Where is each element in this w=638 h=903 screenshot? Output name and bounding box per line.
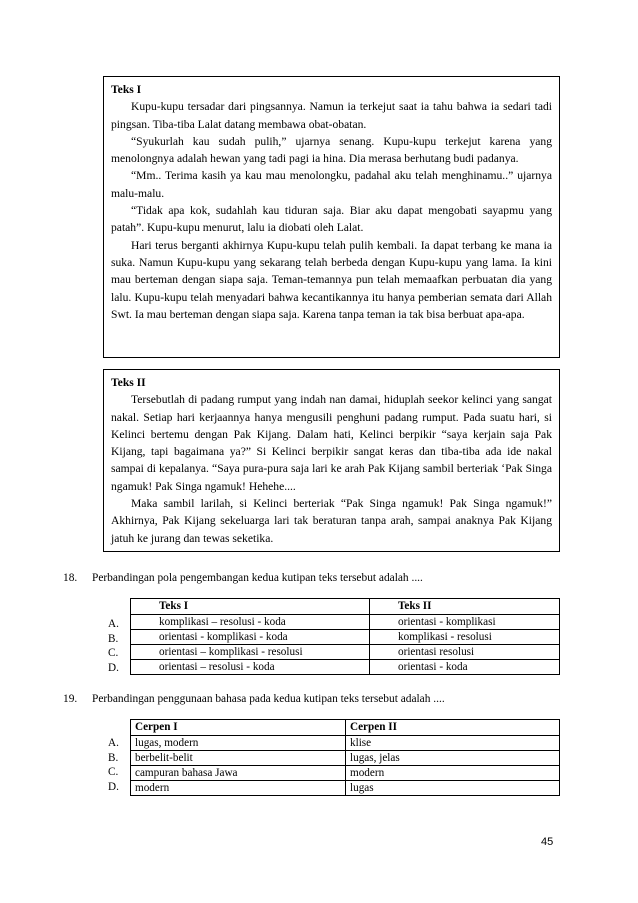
table-row [131,615,560,630]
option-letter: C. [108,766,119,778]
option-letter: B. [108,751,119,764]
teks-1-paragraph: “Syukurlah kau sudah pulih,” ujarnya senang. Kupu-kupu terkejut karena yang menolongnya adalah hewan yang tadi pagi ia hina. Dia merasa berhutang budi padanya. [111,134,552,166]
table-cell: orientasi resolusi [370,645,560,660]
table-row [131,736,560,751]
option-letters-19 [108,736,119,794]
answer-table-18 [130,598,560,675]
column-header: Cerpen II [346,720,560,736]
table-cell: klise [346,736,560,751]
column-header: Cerpen I [131,720,346,736]
answer-table-19 [130,719,560,796]
table-row [131,781,560,796]
table-cell: berbelit-belit [131,751,346,766]
table-row [131,630,560,645]
teks-1-box [103,76,560,358]
table-cell: modern [346,766,560,781]
table-cell: lugas [346,781,560,796]
table-row [131,645,560,660]
option-letter: A. [108,618,119,630]
table-cell: lugas, jelas [346,751,560,766]
question-text: Perbandingan penggunaan bahasa pada kedua kutipan teks tersebut adalah .... [92,693,445,705]
teks-2-title: Teks II [111,376,146,389]
page-number: 45 [541,836,554,848]
table-cell: campuran bahasa Jawa [131,766,346,781]
table-row [131,766,560,781]
table-row [131,751,560,766]
table-cell: orientasi – komplikasi - resolusi [131,645,370,660]
teks-1-paragraph: “Mm.. Terima kasih ya kau mau menolongku, padahal aku telah menghinamu..” ujarnya malu-malu. [111,169,552,200]
teks-1-paragraph: Kupu-kupu tersadar dari pingsannya. Namun ia terkejut saat ia tahu bahwa ia sedari tadi pingsan. Tiba-tiba Lalat datang membawa obat-obatan. [111,100,552,131]
option-letter: C. [108,647,119,659]
question-number: 18. [63,572,78,584]
option-letter: B. [108,632,119,645]
option-letter: A. [108,737,119,749]
table-cell: modern [131,781,346,796]
table-cell: lugas, modern [131,736,346,751]
table-cell: orientasi – resolusi - koda [131,660,370,675]
option-letters-18 [108,617,119,675]
teks-1-paragraph: Hari terus berganti akhirnya Kupu-kupu telah pulih kembali. Ia dapat terbang ke mana ia suka. Namun Kupu-kupu yang sekarang telah berbeda dengan Kupu-kupu yang lama. Ia kini mau berteman dengan siapa saja. Teman-temannya pun telah memaafkan perbuatan dia yang lalu. Kupu-kupu telah menyadari bahwa kecantikannya itu hanya pemberian semata dari Allah Swt. Ia mau berteman dengan siapa saja. Karena tanpa teman ia tak bisa berbuat apa-apa. [111,238,552,321]
table-row [131,660,560,675]
question-number: 19. [63,693,78,705]
table-cell: orientasi - komplikasi [370,615,560,630]
column-header: Teks I [131,599,370,615]
question-text: Perbandingan pola pengembangan kedua kutipan teks tersebut adalah .... [92,572,423,584]
table-cell: orientasi - koda [370,660,560,675]
table-cell: komplikasi – resolusi - koda [131,615,370,630]
table-cell: komplikasi - resolusi [370,630,560,645]
teks-2-paragraph: Tersebutlah di padang rumput yang indah nan damai, hiduplah seekor kelinci yang sangat nakal. Setiap hari kerjaannya hanya mengusili penghuni padang rumput. Pada suatu hari, si Kelinci bertemu dengan Pak Kijang. Dalam hati, Kelinci berpikir “saya kerjain saja Pak Kijang, tapi bagaimana ya?” Si Kelinci berpikir sangat keras dan tiba-tiba ada ide nakal sampai di kepalanya. “Saya pura-pura saja lari ke arah Pak Kijang sambil berteriak ‘Pak Singa ngamuk! Pak Singa ngamuk! Hehehe.... [111,393,552,493]
teks-1-paragraph: “Tidak apa kok, sudahlah kau tiduran saja. Biar aku dapat mengobati sayapmu yang patah”. Kupu-kupu menurut, lalu ia diobati oleh Lalat. [111,204,552,235]
teks-1-title: Teks I [111,83,142,96]
teks-2-paragraph: Maka sambil larilah, si Kelinci berteriak “Pak Singa ngamuk! Pak Singa ngamuk!” Akhirnya, Pak Kijang sekeluarga lari tak beraturan tanpa arah, sampai anaknya Pak Kijang jatuh ke jurang dan tewas seketika. [111,497,552,545]
table-cell: orientasi - komplikasi - koda [131,630,370,645]
option-letter: D. [108,661,119,674]
option-letter: D. [108,780,119,793]
column-header: Teks II [370,599,560,615]
teks-2-box [103,369,560,552]
